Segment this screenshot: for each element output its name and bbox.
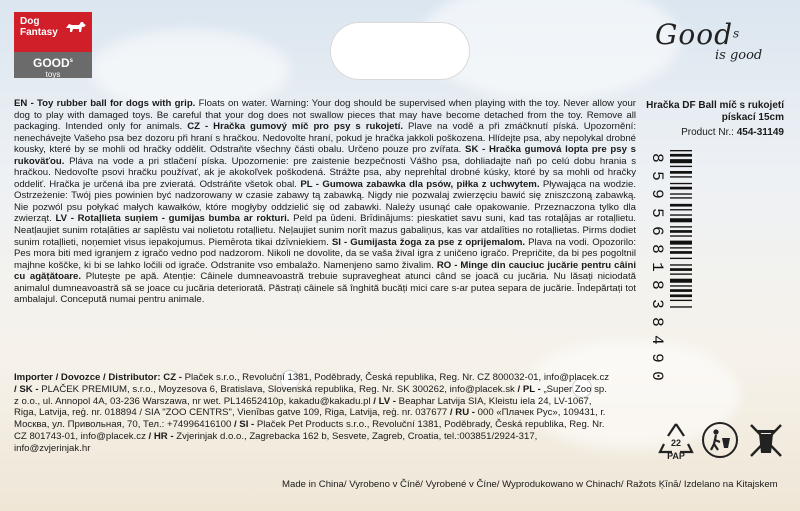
barcode-bar <box>670 214 692 215</box>
barcode-bar <box>670 285 692 286</box>
recycle-code: PAP <box>667 451 685 460</box>
importer-code: CZ - <box>163 372 185 383</box>
importer-line: „Super Zoo sp. z o.o., ul. Annopol 4A, 03-236 Warszawa, nr wet. PL14652410p, kakadu@kakadu.pl <box>14 383 607 407</box>
importer-line: Beaphar Latvija SIA, Kleistu iela 24, LV-1067, Riga, Latvija, reģ. nr. 018894 / SIA "ZOO CENTRS", Vienības gatve 109, Riga, Latvija, reģ. nr. 037677 <box>14 395 592 419</box>
barcode-bar <box>670 154 692 157</box>
importer-code: / LV - <box>370 395 399 407</box>
description-text: Plutește pe apă. Atenție: Câinele dumneavoastră trebuie supravegheat atunci când se joacă cu jucăria. Nu lăsați niciodată animalul dumneavoastră să se joace cu jucăria deteriorată. Păstrați câinele să înghită bucăți mici care s-ar putea separa de jucărie. Îndepărtați tot ambalajul. Concepută numai pentru animale. <box>14 271 636 306</box>
tagline <box>655 18 763 63</box>
barcode-bar <box>670 193 692 194</box>
barcode-digit: 8 <box>648 280 667 291</box>
barcode-digit: 1 <box>648 262 667 272</box>
barcode-bar <box>670 247 692 248</box>
description-heading: CZ - Hračka gumový míč pro psy s rukojetí. <box>187 121 404 133</box>
importer-code: / HR - <box>145 430 177 442</box>
recycle-icon <box>656 420 696 460</box>
barcode-bar <box>670 306 692 307</box>
hang-hole <box>330 22 470 80</box>
barcode-digit: 9 <box>648 189 667 200</box>
brand-logo <box>14 12 92 78</box>
description-text: Pláva na vode a pri stlačení píska. Upozornenie: pre zaistenie bezpečnosti Vášho psa, dohliadajte naň po celú dobu hrania s hračkou. Nedovoľte psovi hračku používať, ak je akokoľvek poškodená. Strážte psa, aby neprehĺtal drobné kúsky, ktoré by sa mohli od hračky oddeliť. Hračka je určená iba pre zvieratá. Odstráňte všetok obal. <box>14 155 636 190</box>
barcode-digit: 5 <box>648 207 667 218</box>
description-heading: LV - Rotaļlieta suņiem - gumijas bumba ar rokturi. <box>55 213 290 225</box>
barcode-bar <box>670 300 692 301</box>
barcode-bar <box>670 187 692 190</box>
barcode-digit: 6 <box>648 225 667 236</box>
barcode-digit: 8 <box>648 316 667 327</box>
description-heading: PL - Gumowa zabawka dla psów, piłka z uchwytem. <box>300 178 540 190</box>
barcode-bar <box>670 204 692 207</box>
logo-brand-sup: s <box>69 58 73 64</box>
logo-toys: toys <box>45 70 61 79</box>
barcode-bar <box>670 183 692 184</box>
description-text: Plava na vodi. Opozorilo: Pes mora biti med igranjem z igračo vedno pod nadzorom. Nikoli ne dovolite, da se vaša žival igra z uničeno igračo. Prepričite, da bi pes pogoltnil majhne koščke, ki bi se lahko ločili od igrače. Odstranite vso embalažo. Namenjeno samo živalim. <box>14 236 636 271</box>
tidyman-icon <box>700 420 740 460</box>
recycle-number: 22 <box>670 438 682 448</box>
logo-line2: Fantasy <box>20 27 58 38</box>
description-text: Pływająca na wodzie. Ostrzeżenie: Twój pies powinien być nadzorowany w czasie zabawy tą zabawką. Nigdy nie pozwalaj zwierzęciu bawić się zniszczoną zabawką. Nie pozwól psu połykać małych kawałków, które mogłyby oddzielić się od zabawki. Należy usunąć całe opakowanie. Przeznaczona tylko dla zwierząt. <box>14 178 637 225</box>
importer-code: / PL - <box>514 383 544 395</box>
barcode-digit: 5 <box>648 171 667 181</box>
barcode-bar <box>670 197 692 198</box>
description-heading: RO - Minge din cauciuc jucărie pentru câini cu agățătoare. <box>14 259 636 283</box>
description-heading: SI - Gumijasta žoga za pse z oprijemalom. <box>331 236 526 248</box>
description-text: Floats on water. Warning: Your dog should be supervised when playing with the toy. Never allow your dog to play with damaged toys. Be careful that your dog does not swallow pieces that may have become detached from the toy. Remove all packaging. Intended only for animals. <box>14 98 636 133</box>
product-name: Hračka DF Ball míč s rukojetí pískací 15cm <box>646 100 784 123</box>
barcode-bar <box>670 230 692 233</box>
importer-code: / RU - <box>447 407 478 419</box>
barcode-digit: 3 <box>648 298 667 309</box>
description-text: Plave na vodě a při zmáčknutí píská. Upozornění: nenechávejte Vašeho psa bez dozoru při hraní s hračkou. Nedovolte hraní, pokud je hračka jakkoli poškozena. Hlídejte psa, aby nepolykal drobné kousky, které by se mohli od hračky oddělit. Odstraňte všechny části obalu. Určeno pouze pro zvířata. <box>14 121 636 156</box>
importer-line: PLAČEK PREMIUM, s.r.o., Moyzesova 6, Bratislava, Slovenská republika, Reg. Nr. SK 300262, info@placek.sk <box>41 383 515 395</box>
product-number-row <box>636 127 784 139</box>
barcode-bar <box>670 241 692 245</box>
barcode-digits <box>650 152 666 388</box>
product-info <box>636 100 784 139</box>
description-heading: EN - Toy rubber ball for dogs with grip. <box>14 98 196 109</box>
tagline-sup: s <box>733 26 741 41</box>
logo-red-block <box>14 12 92 52</box>
logo-line1: Dog <box>20 16 40 27</box>
description-heading: SK - Hračka gumová lopta pre psy s rukoväťou. <box>14 144 636 167</box>
importer-code: / SI - <box>231 419 257 431</box>
tagline-word2: is good <box>715 48 763 63</box>
barcode-bar <box>670 294 692 297</box>
importer-info <box>14 372 614 455</box>
barcode-bar <box>670 273 692 274</box>
barcode-bar <box>670 159 692 163</box>
barcode-bar <box>670 150 692 151</box>
barcode-digit: 9 <box>648 353 667 363</box>
logo-grey-block <box>14 52 92 78</box>
barcode-bar <box>670 251 692 254</box>
barcode-bar <box>670 264 692 265</box>
importer-heading: Importer / Dovozce / Distributor: <box>14 372 164 383</box>
importer-line: Plaček Pet Products s.r.o., Revoluční 1381, Poděbrady, Česká republika, Reg. Nr. CZ 801743-01, info@placek.cz <box>14 419 605 442</box>
tagline-word1: Good <box>655 18 734 51</box>
barcode-bar <box>670 279 692 283</box>
importer-line: Zvjerinjak d.o.o., Zagrebacka 162 b, Sesvete, Zagreb, Croatia, tel.:003851/2924-317, info@zvjerinjak.hr <box>14 430 538 454</box>
barcode-bar <box>670 218 692 222</box>
barcode-digit: 8 <box>648 153 667 163</box>
barcode-bar <box>670 235 692 236</box>
dog-icon <box>65 19 87 33</box>
barcode-bar <box>670 166 692 167</box>
trash-icon <box>746 420 786 460</box>
barcode-bar <box>670 258 692 259</box>
importer-line: Plaček s.r.o., Revoluční 1381, Poděbrady, Česká republika, Reg. Nr. CZ 800032-01, info@placek.cz <box>184 372 610 383</box>
barcode-digit: 8 <box>648 244 667 254</box>
product-number-label: Product Nr.: <box>681 127 734 138</box>
barcode-bar <box>670 209 692 210</box>
logo-brand: GOOD <box>32 56 70 70</box>
barcode-bar <box>670 176 692 177</box>
barcode-bar <box>670 226 692 227</box>
barcode-bar <box>670 289 692 292</box>
barcode-bar <box>670 268 692 271</box>
importer-line: 000 «Плачек Рус», 109431, г. Москва, ул. Привольная, 70, Тел.: +74996416100 <box>14 407 606 431</box>
description-text: Peld pa ūdeni. Brīdinājums: pieskatiet savu suni, kad tas rotaļājas ar rotaļlietu. Neatļaujiet sunim rotaļāties ar saplēstu vai nolietotu rotaļlietu. Neļaujiet sunim norīt mazus gabaliņus, kas var atdalīties no rotaļlietas. Pirms dodiet sunim rotaļlieti, noņemiet visus iepakojumus. Piemērota tikai dzīvniekiem. <box>14 213 636 248</box>
made-in-text: Made in China/ Vyrobeno v Číně/ Vyrobené v Číne/ Wyprodukowano w Chinach/ Ražots Ķīnā/ Izdelano na Kitajskem <box>282 479 778 490</box>
product-number: 454-31149 <box>736 127 784 138</box>
barcode-bar <box>670 171 692 174</box>
barcode-digit: 0 <box>648 371 667 381</box>
importer-code: / SK - <box>14 383 42 395</box>
product-description <box>14 98 636 306</box>
barcode-digit: 4 <box>648 334 667 345</box>
